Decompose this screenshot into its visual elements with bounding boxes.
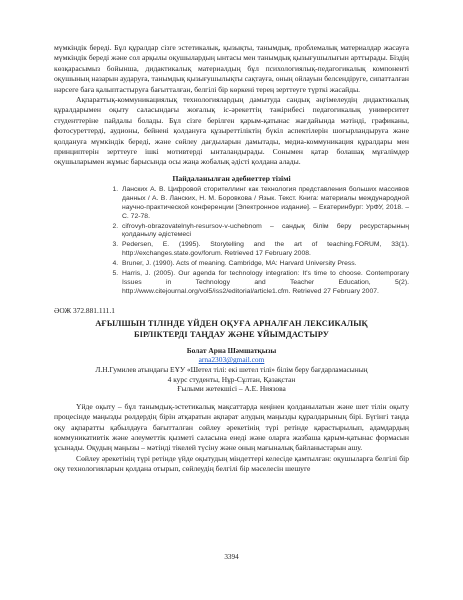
supervisor-line: Ғылыми жетекшісі – А.Е. Ниязова xyxy=(177,384,286,394)
author-name: Болат Арна Шәмшатқызы xyxy=(186,345,277,355)
body-paragraph-4: Сөйлеу әрекетінің түрі ретінде үйде оқытудың міндеттері келесіде қамтылған: оқушыларға белгілі бір оқу технологияларын қолдана отырып, сөйлеудің белгілі бір мәселесін шешуге xyxy=(54,453,409,474)
udc-code: ӘОЖ 372.881.111.1 xyxy=(54,305,115,315)
affiliation-line-2: 4 курс студенты, Нұр-Сұлтан, Қазақстан xyxy=(167,374,296,384)
body-paragraph-3: Үйде оқыту – бұл танымдық-эстетикалық мақсаттарда кеңінен қолданылатын және шет тілін оқыту процесінде маңызды рөлдердің бірін атқаратын ақпарат алудың маңызды құралдарының бірі. Бүгінгі таңда оқу ақпаратты қабылдауға бағытталған сөйлеу әрекетінің түрі ретінде қарастырылып, адамдардың коммуникативтік және әлеуметтік қызметі саласына енеді және оларға жазбаша қарым-қатынас формасын ұсынады. Оқудың маңызы – мәтінді тікелей түсіну және оның мағыналық байланыстарын ашу. xyxy=(54,401,409,453)
reference-item: 2. cifrovyh-obrazovatelnyh-resursov-v-uchebnom – сандық білім беру ресурстарының қолданылу әдістемесі xyxy=(120,223,409,241)
references-list xyxy=(54,186,409,297)
article-title-line-1: АҒЫЛШЫН ТІЛІНДЕ ҮЙДЕН ОҚУҒА АРНАЛҒАН ЛЕКСИКАЛЫҚ xyxy=(95,318,368,328)
body-paragraph-2: Ақпараттық-коммуникациялық технологиялардың дамытуда сандық әңгімелеудің дидактикалық құралдарымен оқыту саласындағы жоғалық іс-әрекеттің тәжірибесі педагогикалық университет студенттеріне пайдалы болады. Бұл сізге берілген қарым-қатынас жағдайында мәтінді, графиканы, фотосуреттерді, аудионы, бейнені қолдануға құзыреттіліктің бүкіл аспектілерін шоғырландыруға және қолдануға мүмкіндік береді, және сөйлеу дағдыларын дамытады, медиа-коммуникация құралдары мен принциптерін зерттеуге ішкі мотивтерді ынталандырады. Сонымен қатар болашақ мұғалімдер оқушыларымен жұмыс барысында осы жаңа жобалық әдісті қолдана алады. xyxy=(54,95,409,167)
author-email-link[interactable]: arna2303@gmail.com xyxy=(198,355,265,365)
affiliation-line-1: Л.Н.Гумилев атындағы ЕҰУ «Шетел тілі: екі шетел тілі» білім беру бағдарламасының xyxy=(95,364,368,374)
article-title xyxy=(54,318,409,340)
reference-item: 1. Ланских А. В. Цифровой сторителлинг как технология представления больших массивов данных / А. В. Ланских, Н. М. Боровкова / Язык. Текст. Книга: материалы международной научно-практической конференции [Электронное издание]. – Екатеринбург: УрФУ, 2018. – С. 72-78. xyxy=(120,186,409,222)
article-title-line-2: БІРЛІКТЕРДІ ТАҢДАУ ЖӘНЕ ҰЙЫМДАСТЫРУ xyxy=(134,329,329,339)
page-number: 3394 xyxy=(224,553,239,561)
reference-item: 3. Pedersen, E. (1995). Storytelling and the art of teaching.FORUM, 33(1). http://exchanges.state.gov/forum. Retrieved 17 February 2008. xyxy=(120,241,409,259)
reference-item: 5. Harris, J. (2005). Our agenda for technology integration: It's time to choose. Contemporary Issues in Technology and Teacher Education, 5(2). http://www.citejournal.org/vol5/iss2/editorial/article1.cfm. Retrieved 27 February 2007. xyxy=(120,270,409,297)
reference-item: 4. Bruner, J. (1990). Acts of meaning. Cambridge, MA: Harvard University Press. xyxy=(120,260,409,269)
body-paragraph-1: мүмкіндік береді. Бұл құралдар сізге эстетикалық, қызықты, танымдық, проблемалық материалдар жасауға мүмкіндік береді және сол арқылы оқушылардың ынтасы мен танымдық қызығушылығын арттырады. Біздің көзқарасымыз бойынша, дидактикалық материалдың бұл психологиялық-педагогикалық компоненті оқушының назарын аударуға, танымдық қызығушылықты сақтауға, оның ойлауын белсендіруге, сипатталған нәрсеге баға қалыптастыруға бағытталған, белгілі бір көркені терең зерттеуге түрткі жасайды. xyxy=(54,43,409,94)
references-heading: Пайдаланылған әдебиеттер тізімі xyxy=(172,173,291,183)
